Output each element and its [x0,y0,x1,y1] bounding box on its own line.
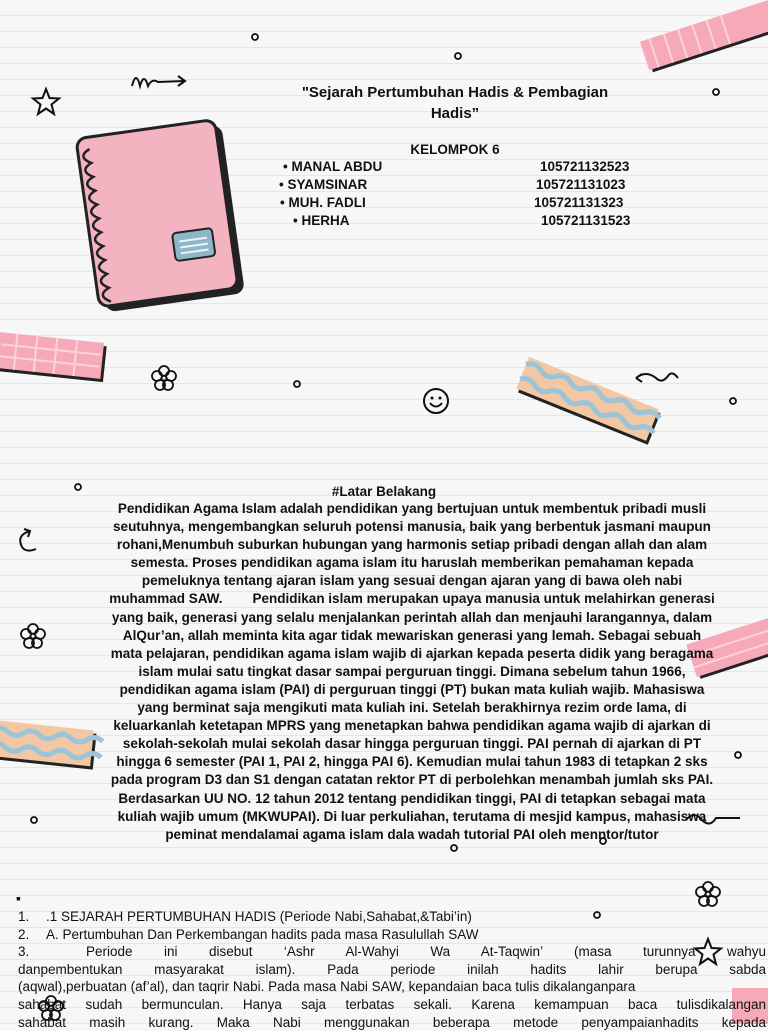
list-text: .1 SEJARAH PERTUMBUHAN HADIS (Periode Nabi,Sahabat,&Tabi’in) [46,909,472,924]
member-name: • SYAMSINAR [279,177,368,192]
member-name: • HERHA [293,213,350,228]
paragraph-line: sekolah-sekolah mulai sekolah dasar hingga perguruan tinggi. PAI pernah di ajarkan di PT [122,736,702,752]
bullet-marker: ▪ [16,890,21,906]
member-name: • MUH. FADLI [280,195,366,210]
paragraph-line: keluarkanlah ketetapan MPRS yang menetapkan bahwa pendidikan agama wajib di ajarkan di [113,718,711,734]
list-continuation-line: sahabat masih kurang. Maka Nabi menggunakan beberapa metode penyampaianhadits kepada [18,1014,766,1030]
circle-doodle-icon [449,843,459,853]
paragraph-line: peminat mendalamai agama islam dala wadah tutorial PAI oleh menntor/tutor [165,826,659,842]
list-item [18,943,766,961]
circle-doodle-icon [292,379,302,389]
group-label: KELOMPOK 6 [410,142,500,157]
section-heading: #Latar Belakang [331,484,437,499]
paragraph-line: Pendidikan Agama Islam adalah pendidikan yang bertujuan untuk membentuk pribadi musli [117,501,707,516]
notebook-illustration [70,120,250,320]
member-id: 105721132523 [540,159,630,174]
list-continuation-line: (aqwal),perbuatan (af’al), dan taqrir Nabi. Pada masa Nabi SAW, kepandaian baca tulis dikalanganpara [18,979,636,995]
document-title [250,82,660,124]
paragraph-line: hingga 6 semester (PAI 1, PAI 2, hingga PAI 6). Kemudian mulai tahun 1983 di tetapkan 2 sks [116,754,708,770]
member-id: 105721131523 [541,213,631,228]
washi-tape-top-right [640,0,768,60]
paragraph-line: semesta. Proses pendidikan agama islam itu haruslah memberikan pemahaman kepada [130,555,694,571]
washi-tape-left-pink [0,330,110,390]
member-id: 105721131323 [534,195,624,210]
paragraph-line: AlQur’an, allah meminta kita agar tidak mewariskan generasi yang lemah. Sebagai sebuah [122,627,702,643]
star-doodle-icon [31,87,61,117]
background-paragraph [78,500,746,844]
paragraph-line: rohani,Menumbuh suburkan hubungan yang harmonis setiap pribadi dengan allah dan alam [116,537,708,553]
paragraph-line: seutuhnya, mengembangkan seluruh potensi manusia, baik yang berbentuk jasmani maupun [113,519,711,535]
flower-doodle-icon [19,622,47,650]
paragraph-line: mata pelajaran, pendidikan agama islam wajib di ajarkan kepada peserta didik yang beragama [110,645,714,661]
list-number: 1. [18,909,30,924]
circle-doodle-icon [711,87,721,97]
paragraph-line: Berdasarkan UU NO. 12 tahun 2012 tentang pendidikan tinggi, PAI di tetapkan sebagai mata [118,790,706,806]
arrow-scribble-icon [130,72,190,92]
numbered-list [18,908,766,1031]
circle-doodle-icon [728,396,738,406]
paragraph-line: pendidikan agama islam (PAI) di perguruan tinggi (PT) bukan mata kuliah wajib. Mahasiswa [119,681,705,697]
circle-doodle-icon [453,51,463,61]
list-item [18,908,766,926]
flower-doodle-icon [150,364,178,392]
member-name: • MANAL ABDU [283,159,383,174]
paragraph-line: pemeluknya tentang ajaran islam yang sesuai dengan ajaran yang di bawa oleh nabi [141,573,683,589]
list-number: 2. [18,926,30,942]
paragraph-line: kuliah wajib umum (MKWUPAI). Di luar perkuliahan, terutama di mesjid kampus, mahasiswa [117,808,707,824]
circle-doodle-icon [29,815,39,825]
list-text: A. Pertumbuhan Dan Perkembangan hadits pada masa Rasulullah SAW [46,926,479,942]
list-item [18,926,766,944]
paragraph-line: pada program D3 dan S1 dengan catatan rektor PT di perbolehkan menambah jumlah sks PAI. [110,772,714,788]
paragraph-line: islam mulai satu tingkat dasar sampai perguruan tinggi. Dimana sebelum tahun 1966, [138,663,686,679]
list-number: 3. [18,944,30,960]
list-continuation-line: sahabat sudah bermunculan. Hanya saja terbatas sekali. Karena kemampuan baca tulisdikalangan [18,996,766,1012]
washi-tape-wavy-right [515,365,655,435]
paragraph-line: yang berminat saja mengikuti mata kuliah ini. Setelah berakhirnya rezim orde lama, di [137,700,687,716]
flower-doodle-icon [694,880,722,908]
title-line-1: "Sejarah Pertumbuhan Hadis & Pembagian [301,84,609,101]
smiley-doodle-icon [422,387,450,415]
circle-doodle-icon [250,32,260,42]
list-text: Periode ini disebut ‘Ashr Al-Wahyi Wa At-Taqwin’ (masa turunnya wahyu [86,944,766,960]
paragraph-line: muhammad SAW. Pendidikan islam merupakan upaya manusia untuk melahirkan generasi [109,591,715,607]
title-line-2: Hadis” [430,105,480,122]
curl-arrow-icon [16,527,40,555]
paragraph-line: yang baik, generasi yang selalu menjalankan perintah allah dan menjauhi larangannya, dalam [111,609,713,625]
list-continuation-line: danpembentukan masyarakat islam). Pada periode inilah hadits lahir berupa sabda [18,961,766,977]
member-id: 105721131023 [536,177,626,192]
